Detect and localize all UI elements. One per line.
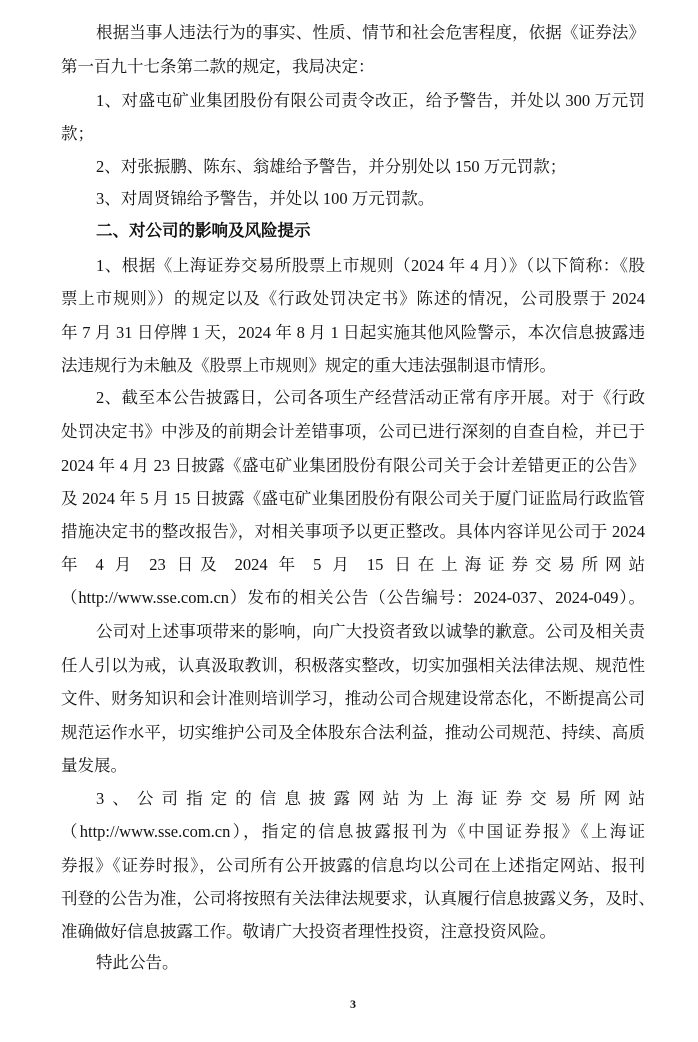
paragraph-line: 根据当事人违法行为的事实、性质、情节和社会危害程度，依据《证券法》 bbox=[96, 23, 645, 42]
paragraph-line: 措施决定书的整改报告》，对相关事项予以更正整改。具体内容详见公司于 2024 bbox=[61, 522, 645, 541]
impact-item-3: 3、公司指定的信息披露网站为上海证券交易所网站 bbox=[96, 789, 645, 808]
paragraph-line: 款； bbox=[61, 124, 94, 143]
paragraph-line: （http://www.sse.com.cn）发布的相关公告（公告编号：2024-037、2024-049）。 bbox=[61, 588, 645, 607]
section-heading: 二、对公司的影响及风险提示 bbox=[96, 221, 311, 240]
paragraph-line: 2024 年 4 月 23 日披露《盛屯矿业集团股份有限公司关于会计差错更正的公告》 bbox=[61, 456, 645, 475]
paragraph-line: 处罚决定书》中涉及的前期会计差错事项，公司已进行深刻的自查自检，并已于 bbox=[61, 422, 645, 441]
closing-statement: 特此公告。 bbox=[96, 953, 179, 972]
paragraph-line: 规范运作水平，切实维护公司及全体股东合法利益，推动公司规范、持续、高质 bbox=[61, 723, 645, 742]
impact-item-1: 1、根据《上海证券交易所股票上市规则（2024 年 4 月）》（以下简称：《股 bbox=[96, 256, 645, 275]
paragraph-line: 券报》《证券时报》，公司所有公开披露的信息均以公司在上述指定网站、报刊 bbox=[61, 856, 645, 875]
decision-item-2: 2、对张振鹏、陈东、翁雄给予警告，并分别处以 150 万元罚款； bbox=[96, 157, 567, 176]
page-number: 3 bbox=[350, 997, 356, 1011]
paragraph-line: 票上市规则》）的规定以及《行政处罚决定书》陈述的情况，公司股票于 2024 bbox=[61, 289, 645, 308]
decision-item-1: 1、对盛屯矿业集团股份有限公司责令改正，给予警告，并处以 300 万元罚 bbox=[96, 91, 645, 110]
paragraph-line: 第一百九十七条第二款的规定，我局决定： bbox=[61, 57, 375, 76]
paragraph-line: （http://www.sse.com.cn），指定的信息披露报刊为《中国证券报》《上海证 bbox=[61, 822, 645, 841]
paragraph-line: 年 4 月 23 日及 2024 年 5 月 15 日在上海证券交易所网站 bbox=[61, 555, 645, 574]
paragraph-line: 文件、财务知识和会计准则培训学习，推动公司合规建设常态化，不断提高公司 bbox=[61, 689, 645, 708]
paragraph-line: 准确做好信息披露工作。敬请广大投资者理性投资，注意投资风险。 bbox=[61, 922, 556, 941]
decision-item-3: 3、对周贤锦给予警告，并处以 100 万元罚款。 bbox=[96, 189, 435, 208]
apology-paragraph: 公司对上述事项带来的影响，向广大投资者致以诚挚的歉意。公司及相关责 bbox=[96, 622, 645, 641]
paragraph-line: 年 7 月 31 日停牌 1 天，2024 年 8 月 1 日起实施其他风险警示，本次信息披露违 bbox=[61, 323, 645, 342]
paragraph-line: 及 2024 年 5 月 15 日披露《盛屯矿业集团股份有限公司关于厦门证监局行政监管 bbox=[61, 489, 645, 508]
paragraph-line: 刊登的公告为准，公司将按照有关法律法规要求，认真履行信息披露义务，及时、 bbox=[61, 889, 655, 908]
paragraph-line: 法违规行为未触及《股票上市规则》规定的重大违法强制退市情形。 bbox=[61, 356, 556, 375]
paragraph-line: 量发展。 bbox=[61, 756, 127, 775]
impact-item-2: 2、截至本公告披露日，公司各项生产经营活动正常有序开展。对于《行政 bbox=[96, 388, 645, 407]
paragraph-line: 任人引以为戒，认真汲取教训，积极落实整改，切实加强相关法律法规、规范性 bbox=[61, 656, 645, 675]
